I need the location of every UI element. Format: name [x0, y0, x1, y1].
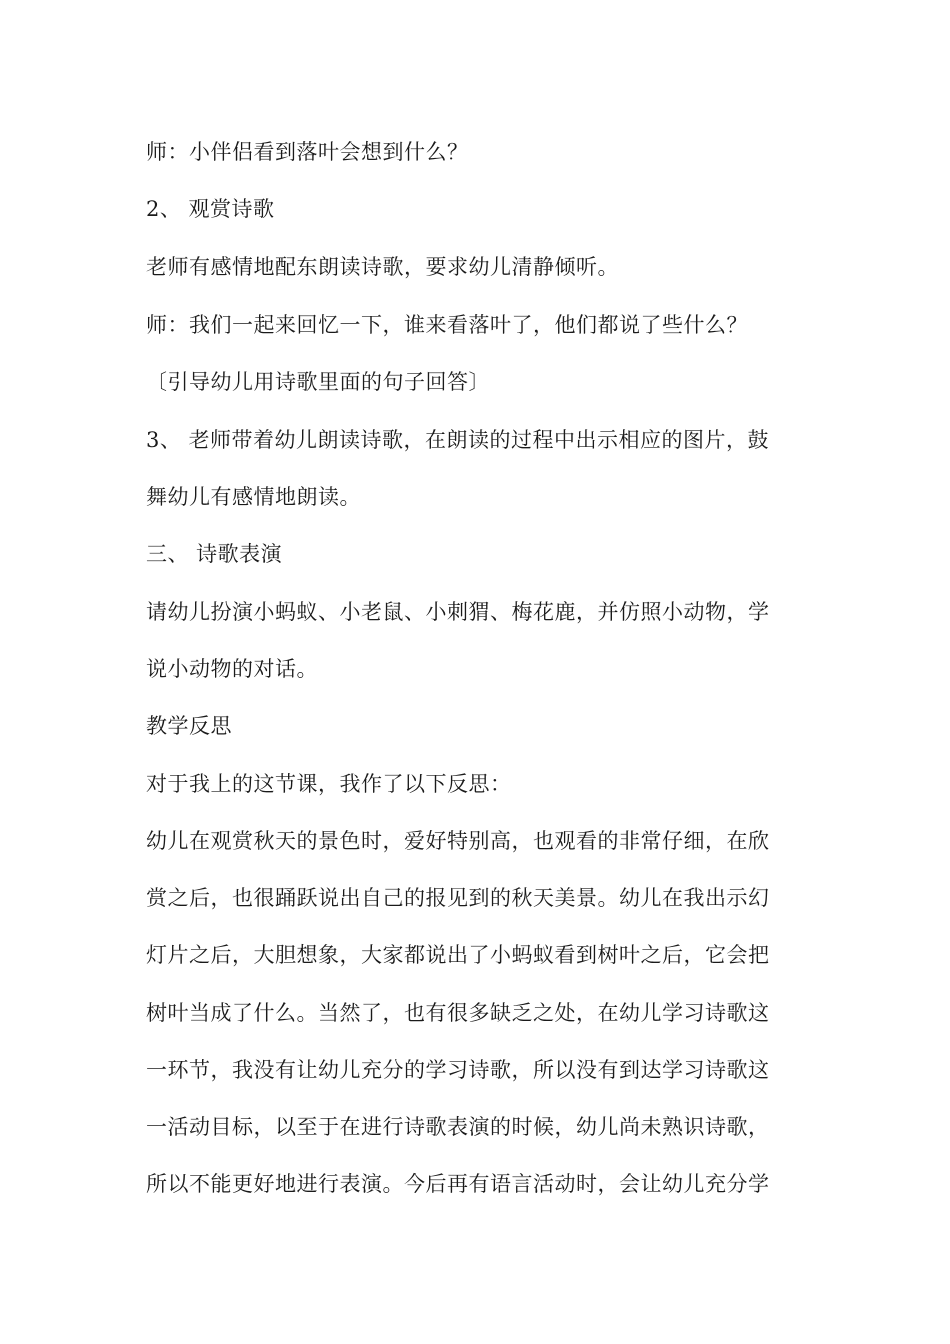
section-heading: 2、 观赏诗歌	[146, 197, 275, 221]
text-line: 对于我上的这节课，我作了以下反思：	[146, 772, 512, 796]
text-line: 一活动目标，以至于在进行诗歌表演的时候，幼儿尚未熟识诗歌，	[146, 1115, 770, 1139]
text-line: 师：小伴侣看到落叶会想到什么？	[146, 140, 469, 164]
text-line: 幼儿在观赏秋天的景色时，爱好特别高，也观看的非常仔细，在欣	[146, 829, 770, 853]
text-line: 灯片之后，大胆想象，大家都说出了小蚂蚁看到树叶之后，它会把	[146, 943, 770, 967]
text-line: 一环节，我没有让幼儿充分的学习诗歌，所以没有到达学习诗歌这	[146, 1058, 770, 1082]
text-line: 说小动物的对话。	[146, 657, 318, 681]
text-line: 所以不能更好地进行表演。今后再有语言活动时，会让幼儿充分学	[146, 1172, 770, 1196]
section-heading: 3、 老师带着幼儿朗读诗歌，在朗读的过程中出示相应的图片，鼓	[146, 428, 770, 452]
section-heading: 三、 诗歌表演	[146, 542, 283, 566]
text-line: 老师有感情地配东朗读诗歌，要求幼儿清静倾听。	[146, 255, 619, 279]
text-line: 赏之后，也很踊跃说出自己的报见到的秋天美景。幼儿在我出示幻	[146, 886, 770, 910]
section-heading: 教学反思	[146, 714, 232, 738]
text-line: 树叶当成了什么。当然了，也有很多缺乏之处，在幼儿学习诗歌这	[146, 1001, 770, 1025]
text-line: 请幼儿扮演小蚂蚁、小老鼠、小刺猬、梅花鹿，并仿照小动物，学	[146, 600, 770, 624]
text-line: 师：我们一起来回忆一下，谁来看落叶了，他们都说了些什么？	[146, 313, 748, 337]
text-line: 舞幼儿有感情地朗读。	[146, 485, 361, 509]
text-line: 〔引导幼儿用诗歌里面的句子回答〕	[146, 370, 490, 394]
